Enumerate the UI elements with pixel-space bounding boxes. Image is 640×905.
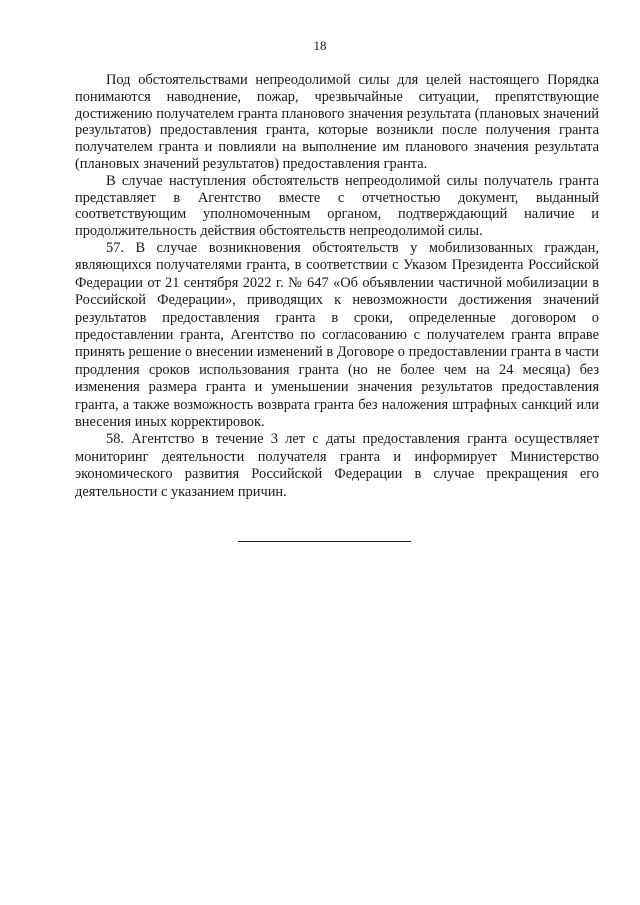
paragraph-58-monitoring: 58. Агентство в течение 3 лет с даты предоставления гранта осуществляет мониторинг деятельности получателя гранта и информирует Министерство экономического развития Российской Федерации в случае прекращения его деятельности с указанием причин. [75,431,599,500]
end-of-document-rule [238,541,411,542]
document-body [75,72,599,501]
paragraph-force-majeure-definition: Под обстоятельствами непреодолимой силы для целей настоящего Порядка понимаются наводнение, пожар, чрезвычайные ситуации, препятствующие достижению получателем гранта планового значения результата (плановых значений результатов) предоставления гранта, которые возникли после получения гранта получателем гранта и повлияли на выполнение им планового значения результата (плановых значений результатов) предоставления гранта. [75,72,599,172]
paragraph-57-mobilized-citizens: 57. В случае возникновения обстоятельств у мобилизованных граждан, являющихся получателями гранта, в соответствии с Указом Президента Российской Федерации от 21 сентября 2022 г. № 647 «Об объявлении частичной мобилизации в Российской Федерации», приводящих к невозможности достижения значений результатов предоставления гранта в сроки, определенные договором о предоставлении гранта, Агентство по согласованию с получателем гранта вправе принять решение о внесении изменений в Договоре о предоставлении гранта в части продления сроков использования гранта (но не более чем на 24 месяца) без изменения размера гранта и уменьшении значения результатов предоставления гранта, а также возможность возврата гранта без наложения штрафных санкций или внесения иных корректировок. [75,239,599,431]
paragraph-force-majeure-notice: В случае наступления обстоятельств непреодолимой силы получатель гранта представляет в Агентство вместе с отчетностью документ, выданный соответствующим уполномоченным органом, подтверждающий наличие и продолжительность действия обстоятельств непреодолимой силы. [75,172,599,240]
page-number: 18 [313,38,327,53]
